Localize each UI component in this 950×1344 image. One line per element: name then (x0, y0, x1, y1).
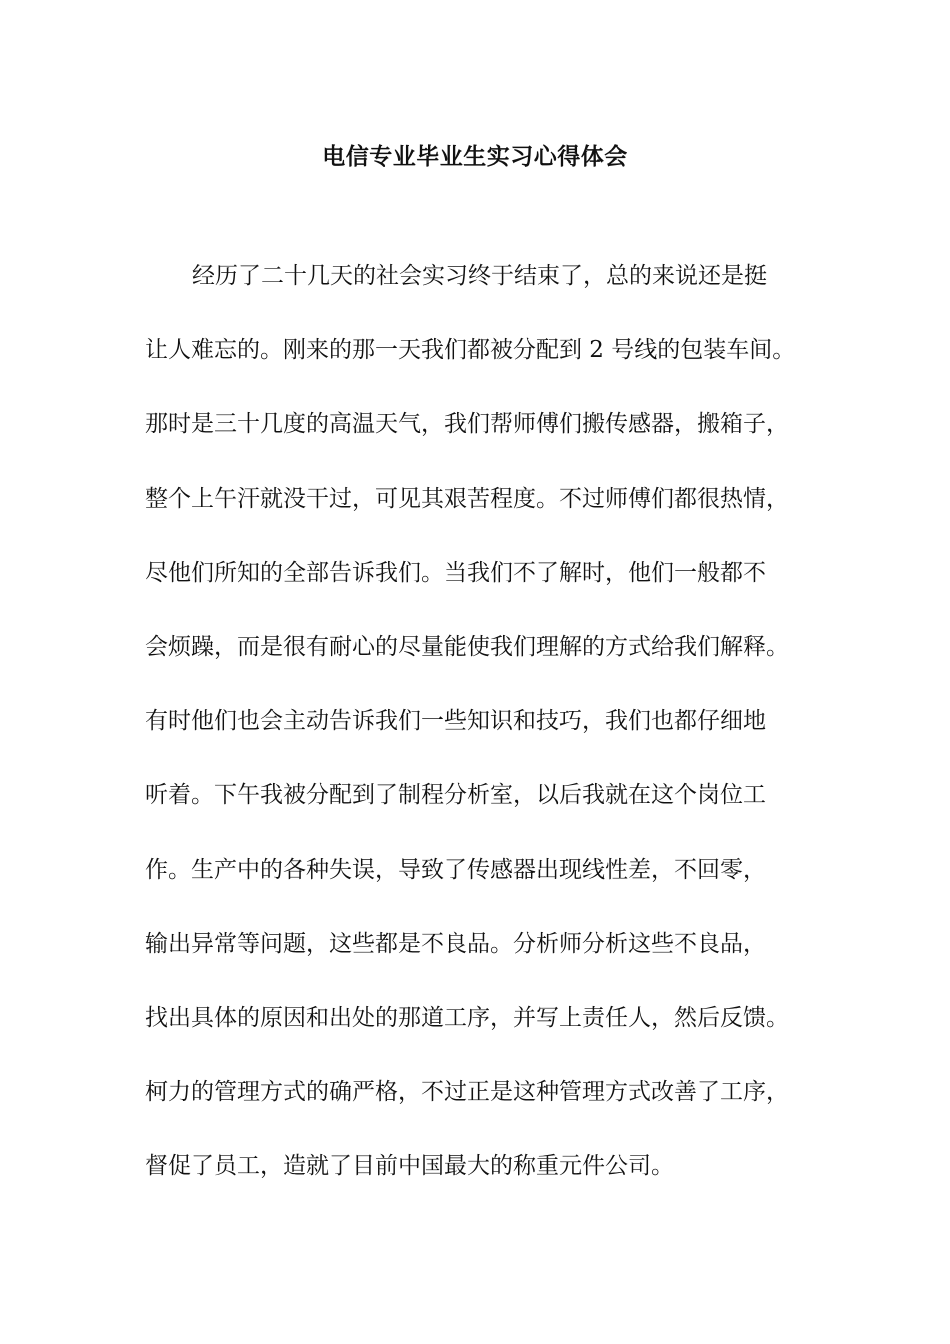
body-line: 尽他们所知的全部告诉我们。当我们不了解时，他们一般都不 (145, 559, 766, 586)
body-line: 找出具体的原因和出处的那道工序，并写上责任人，然后反馈。 (145, 1004, 789, 1031)
document-body (145, 258, 845, 1222)
body-line: 输出异常等问题，这些都是不良品。分析师分析这些不良品， (145, 930, 766, 957)
body-line: 整个上午汗就没干过，可见其艰苦程度。不过师傅们都很热情， (145, 485, 789, 512)
body-line: 让人难忘的。刚来的那一天我们都被分配到 2 号线的包装车间。 (145, 337, 796, 364)
body-line: 那时是三十几度的高温天气，我们帮师傅们搬传感器，搬箱子， (145, 411, 789, 438)
body-line: 柯力的管理方式的确严格，不过正是这种管理方式改善了工序， (145, 1079, 789, 1106)
document-title: 电信专业毕业生实习心得体会 (322, 144, 628, 170)
body-line: 督促了员工，造就了目前中国最大的称重元件公司。 (145, 1153, 674, 1180)
body-line: 有时他们也会主动告诉我们一些知识和技巧，我们也都仔细地 (145, 708, 766, 735)
body-line: 听着。下午我被分配到了制程分析室，以后我就在这个岗位工 (145, 782, 766, 809)
body-line: 经历了二十几天的社会实习终于结束了，总的来说还是挺 (192, 263, 767, 289)
body-line: 作。生产中的各种失误，导致了传感器出现线性差，不回零， (145, 856, 766, 883)
body-line: 会烦躁，而是很有耐心的尽量能使我们理解的方式给我们解释。 (145, 633, 789, 660)
